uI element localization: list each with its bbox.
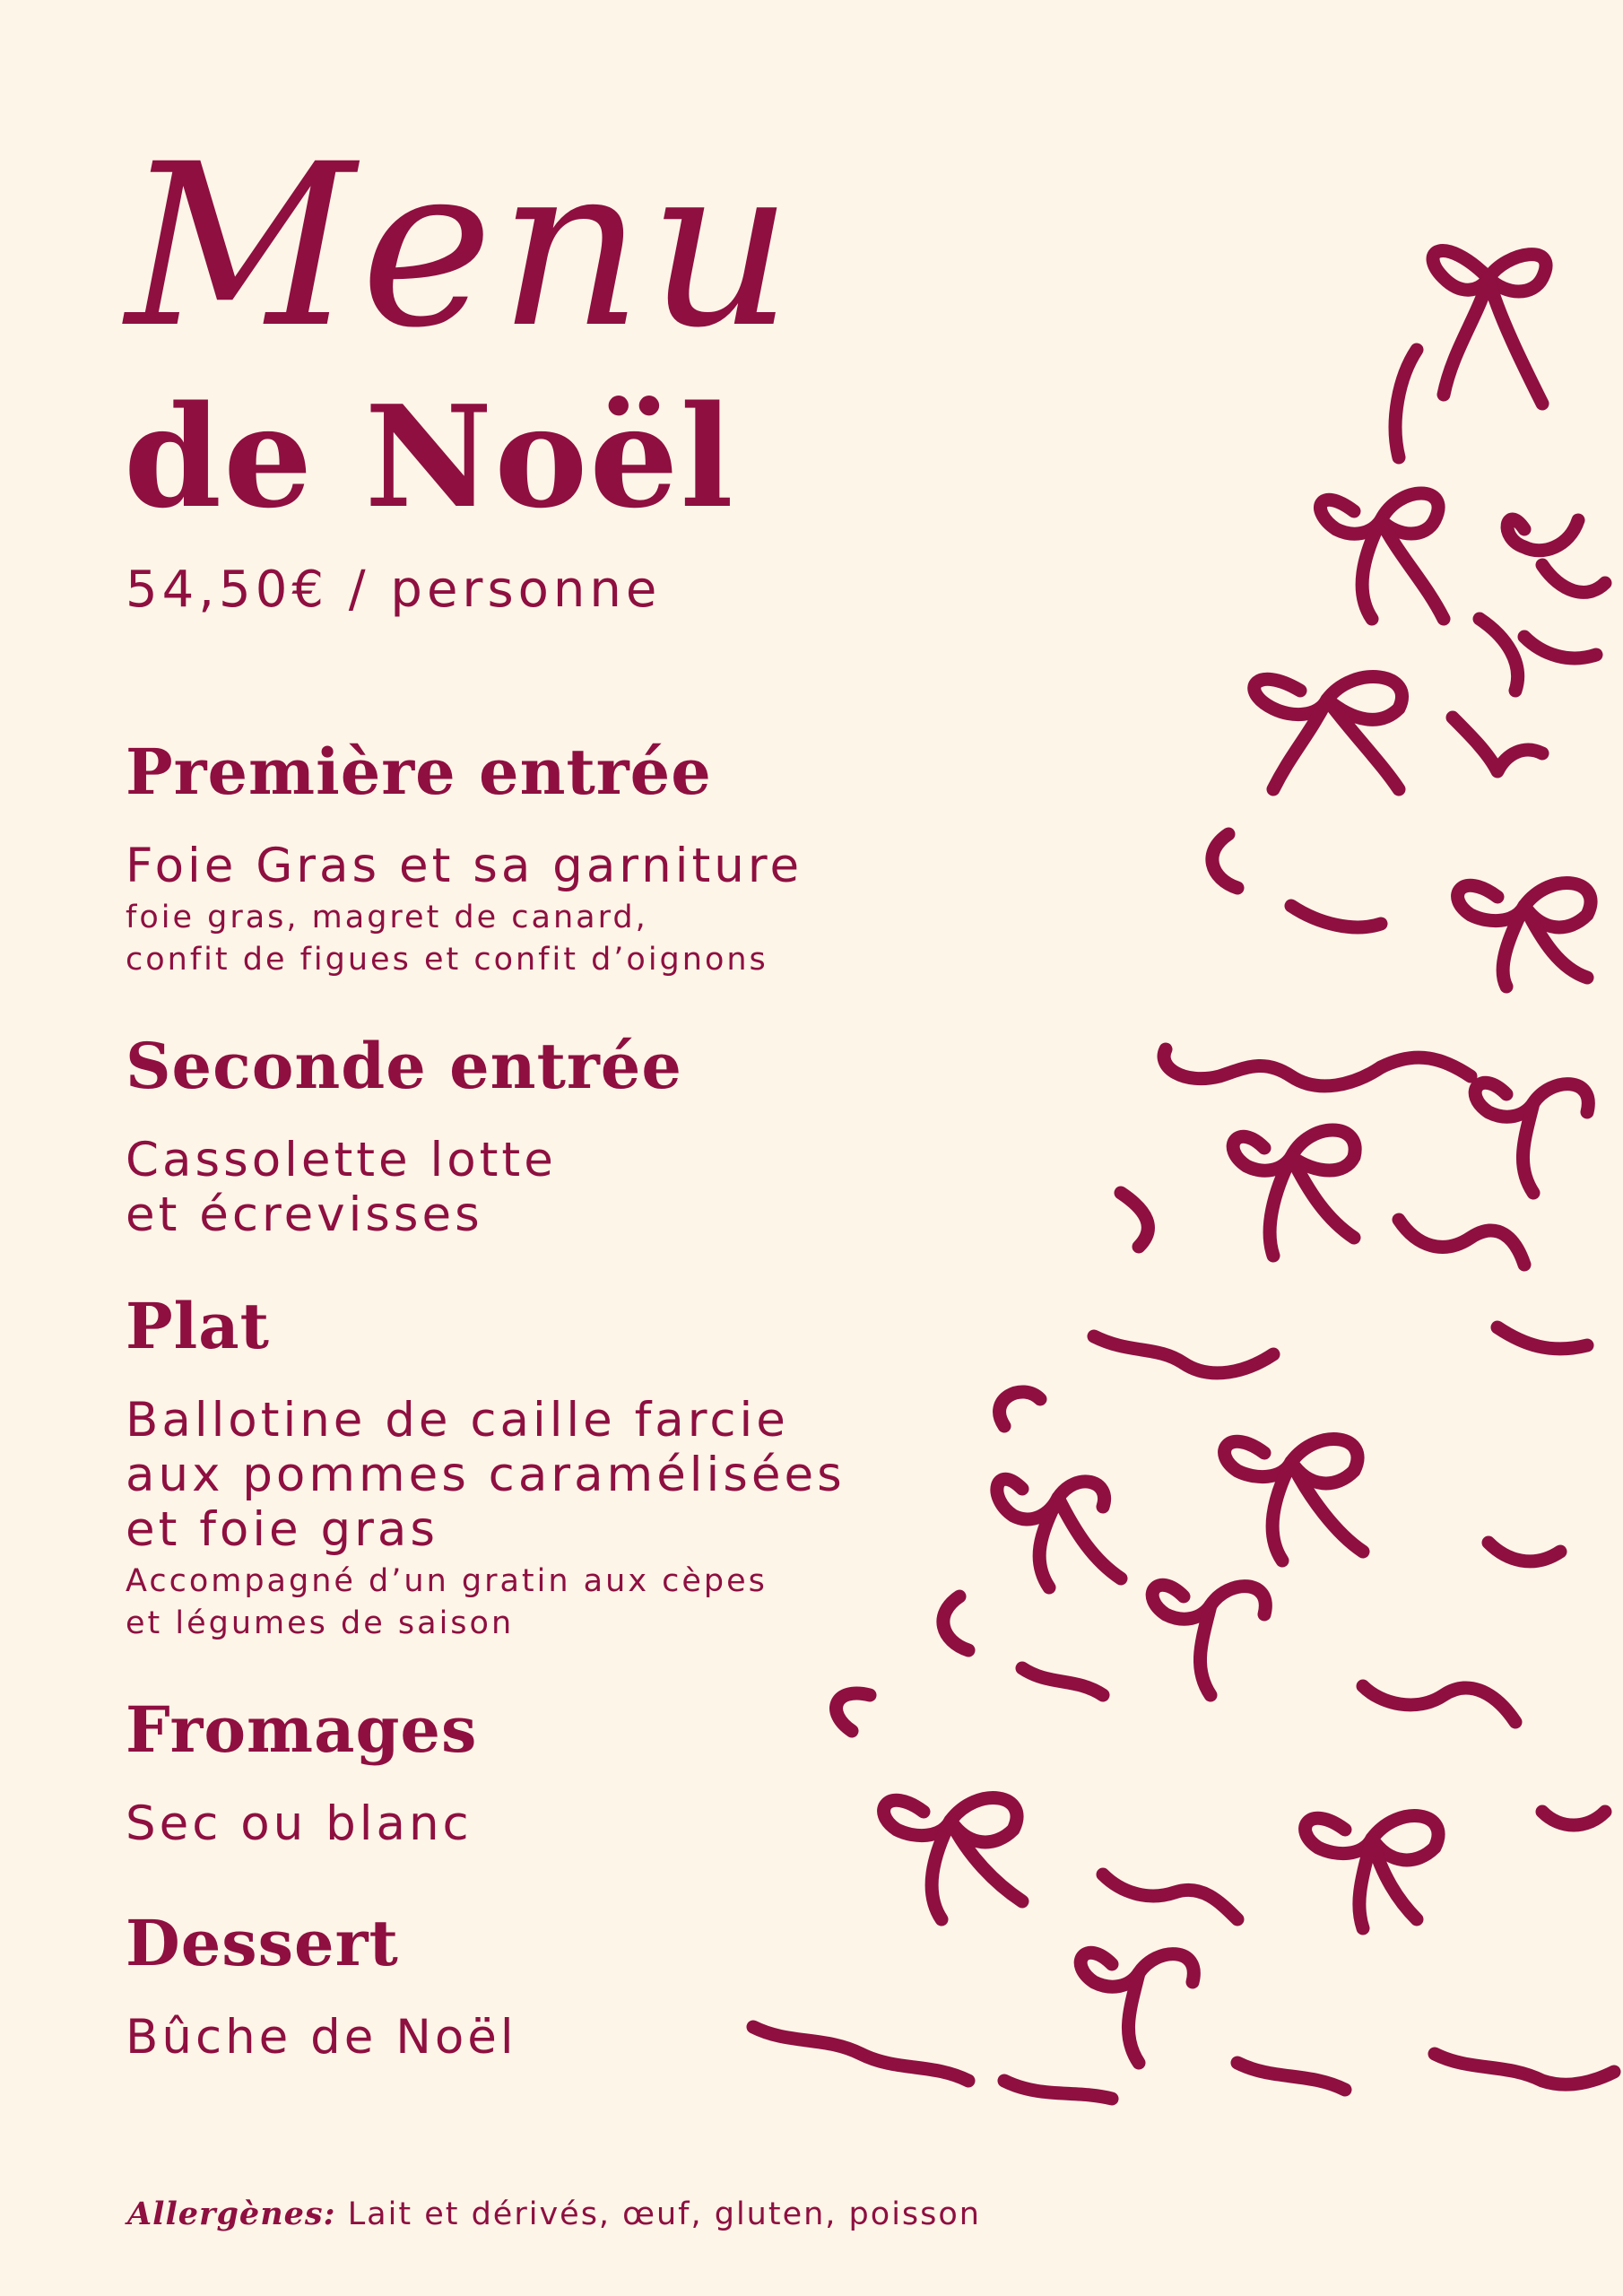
menu-title-script: Menu bbox=[126, 116, 798, 377]
section-heading: Fromages bbox=[126, 1692, 478, 1767]
dish-name: Sec ou blanc bbox=[126, 1796, 473, 1851]
allergens-note bbox=[127, 2196, 981, 2232]
dish-description: foie gras, magret de canard, confit de figues et confit d’oignons bbox=[126, 900, 768, 978]
section-heading: Dessert bbox=[126, 1906, 399, 1980]
section-heading: Plat bbox=[126, 1289, 270, 1363]
dish-description: Accompagné d’un gratin aux cèpes et légumes de saison bbox=[126, 1563, 768, 1641]
section-heading: Seconde entrée bbox=[126, 1029, 682, 1103]
menu-title-bold: de Noël bbox=[124, 375, 735, 539]
menu-price: 54,50€ / personne bbox=[126, 561, 662, 619]
dish-name: Ballotine de caille farcie aux pommes caramélisées et foie gras bbox=[126, 1393, 846, 1557]
section-heading: Première entrée bbox=[126, 735, 712, 809]
allergens-label: Allergènes: bbox=[127, 2196, 336, 2232]
christmas-tree-of-ribbon-bows-icon bbox=[735, 215, 1623, 2117]
dish-name: Cassolette lotte et écrevisses bbox=[126, 1133, 557, 1242]
allergens-text: Lait et dérivés, œuf, gluten, poisson bbox=[347, 2196, 981, 2232]
dish-name: Foie Gras et sa garniture bbox=[126, 839, 803, 893]
dish-name: Bûche de Noël bbox=[126, 2010, 517, 2065]
